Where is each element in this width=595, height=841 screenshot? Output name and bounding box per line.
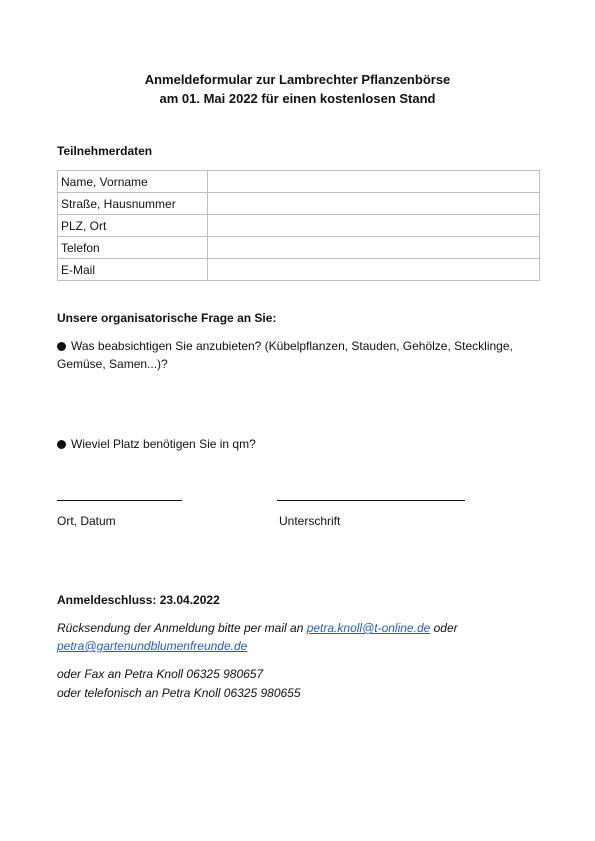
zip-city-input-cell[interactable]: [208, 215, 540, 237]
email-link-2[interactable]: petra@gartenundblumenfreunde.de: [57, 639, 248, 653]
place-date-line[interactable]: [57, 500, 182, 501]
participant-table: [57, 170, 540, 281]
bullet-icon: [57, 440, 66, 449]
question-2: [57, 435, 256, 453]
table-row: [58, 237, 540, 259]
table-row: [58, 259, 540, 281]
field-label: PLZ, Ort: [58, 215, 208, 237]
signature-line[interactable]: [277, 500, 465, 501]
return-instructions: [57, 619, 542, 655]
deadline: Anmeldeschluss: 23.04.2022: [57, 593, 220, 607]
question-1: [57, 337, 542, 373]
title-line-1: Anmeldeformular zur Lambrechter Pflanzenbörse: [144, 72, 451, 87]
field-label: E-Mail: [58, 259, 208, 281]
question-1-text: Was beabsichtigen Sie anzubieten? (Kübelpflanzen, Stauden, Gehölze, Stecklinge, Gemüse, Samen...)?: [57, 339, 513, 371]
bullet-icon: [57, 342, 66, 351]
table-row: [58, 193, 540, 215]
question-2-text: Wieviel Platz benötigen Sie in qm?: [71, 437, 256, 451]
field-label: Straße, Hausnummer: [58, 193, 208, 215]
email-link-1[interactable]: petra.knoll@t-online.de: [306, 621, 431, 635]
form-title: [0, 70, 595, 108]
return-text: Rücksendung der Anmeldung bitte per mail an: [57, 621, 307, 635]
table-row: [58, 171, 540, 193]
participant-heading: Teilnehmerdaten: [57, 144, 153, 158]
questions-heading: Unsere organisatorische Frage an Sie:: [57, 311, 277, 325]
title-line-2: am 01. Mai 2022 für einen kostenlosen Stand: [159, 91, 436, 106]
phone-input-cell[interactable]: [208, 237, 540, 259]
field-label: Telefon: [58, 237, 208, 259]
phone-line: oder telefonisch an Petra Knoll 06325 980655: [57, 686, 301, 700]
email-input-cell[interactable]: [208, 259, 540, 281]
table-row: [58, 215, 540, 237]
fax-line: oder Fax an Petra Knoll 06325 980657: [57, 667, 264, 681]
return-or: oder: [430, 621, 458, 635]
signature-label: Unterschrift: [279, 514, 341, 528]
street-input-cell[interactable]: [208, 193, 540, 215]
place-date-label: Ort, Datum: [57, 514, 116, 528]
name-input-cell[interactable]: [208, 171, 540, 193]
field-label: Name, Vorname: [58, 171, 208, 193]
